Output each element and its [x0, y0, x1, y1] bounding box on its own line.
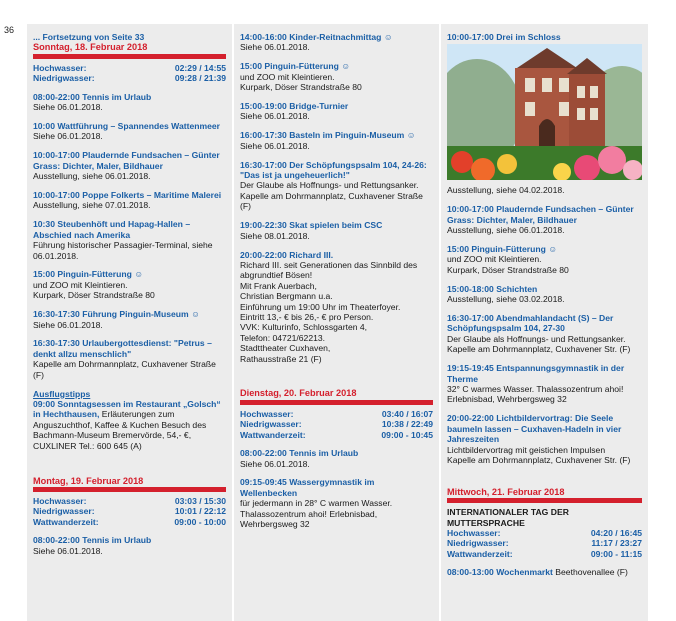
tide-row: Hochwasser: 02:29 / 14:55 — [33, 62, 226, 73]
tide-row: Niedrigwasser: 09:28 / 21:39 — [33, 73, 226, 84]
column-right — [441, 24, 648, 621]
day-header-monday: Montag, 19. Februar 2018 — [33, 475, 144, 486]
tide-row: Niedrigwasser: 11:17 / 23:27 — [447, 538, 642, 549]
event-item: 10:00 Wattführung – Spannendes Wattenmeer Siehe 06.01.2018. — [33, 120, 221, 142]
special-day-note: INTERNATIONALER TAG DER MUTTERSPRACHE — [447, 507, 569, 528]
tide-row: Hochwasser: 04:20 / 16:45 — [447, 528, 642, 539]
photo-event-title: 10:00-17:00 Drei im Schloss — [447, 32, 561, 42]
page-number: 36 — [4, 25, 15, 35]
event-item: 19:00-22:30 Skat spielen beim CSC Siehe 08.01.2018. — [240, 220, 383, 241]
spacer — [447, 474, 642, 487]
photo-caption: Ausstellung, siehe 04.02.2018. — [447, 185, 565, 196]
event-item: 08:00-22:00 Tennis im Urlaub Siehe 06.01.2018. — [33, 535, 152, 556]
event-item: 10:00-17:00 Poppe Folkerts – Maritime Malerei Ausstellung, siehe 07.01.2018. — [33, 189, 222, 211]
tide-row: Hochwasser: 03:40 / 16:07 — [240, 408, 433, 419]
event-item: 15:00-19:00 Bridge-Turnier Siehe 06.01.2018. — [240, 101, 349, 122]
event-item: 15:00-18:00 Schichten Ausstellung, siehe 03.02.2018. — [447, 283, 565, 305]
event-item: 10:00-17:00 Plaudernde Fundsachen – Günter Grass: Dichter, Maler, Bildhauer Ausstellung, siehe 06.01.2018. — [447, 204, 634, 236]
column-middle — [234, 24, 439, 621]
event-item: 08:00-22:00 Tennis im Urlaub Siehe 06.01.2018. — [33, 91, 152, 113]
spacer — [240, 372, 433, 388]
column-left — [27, 24, 232, 621]
tide-table — [447, 528, 642, 559]
excursion-tips — [33, 389, 226, 451]
event-item: 10:30 Steubenhöft und Hapag-Hallen – Abschied nach Amerika Führung historischer Passagier-Terminal, siehe 06.01.2018. — [33, 219, 213, 261]
excursion-title: Ausflugstipps — [33, 388, 91, 399]
continued-note: ... Fortsetzung von Seite 33 — [33, 32, 145, 42]
day-header-tuesday: Dienstag, 20. Februar 2018 — [240, 388, 357, 399]
event-item: 10:00-17:00 Plaudernde Fundsachen – Günter Grass: Dichter, Maler, Bildhauer Ausstellung, siehe 06.01.2018. — [33, 150, 220, 182]
event-item: 19:15-19:45 Entspannungsgymnastik in der Therme 32° C warmes Wasser. Thalassozentrum ahoi! Erlebnisbad, Wehrbergsweg 32 — [447, 363, 625, 405]
event-item: 20:00-22:00 Lichtbildervortrag: Die Seele baumeln lassen – Cuxhaven-Hadeln in vier Jahreszeiten Lichtbildervortrag mit geistichen Impulsen Kapelle am Dohrmannplatz, Cuxhavener Str. (F) — [447, 413, 631, 465]
tide-row: Niedrigwasser: 10:01 / 22:12 — [33, 506, 226, 517]
event-item: 16:30-17:30 Führung Pinguin-Museum ☺ Siehe 06.01.2018. — [33, 309, 200, 330]
event-item: 16:30-17:00 Abendmahlandacht (S) – Der Schöpfungspsalm 104, 27-30 Der Glaube als Hoffnungs- und Rettungsanker. Kapelle am Dohrmannplatz, Cuxhavener Str. (F) — [447, 313, 631, 355]
event-item: 20:00-22:00 Richard III. Richard III. seit Generationen das Sinnbild des abgrundtief Bösen! Mit Frank Auerbach, Christian Bergmann u.a. Einführung um 19:00 Uhr im Theaterfoyer. Eintritt 13,- € bis 26,- € pro Person. VVK: Kulturinfo, Schlossgarten 4, Telefon: 04721/62213. Stadttheater Cuxhaven, Rathausstraße 21 (F) — [240, 249, 418, 364]
tide-table — [33, 63, 226, 84]
castle-illustration — [447, 44, 642, 180]
castle-photo — [447, 44, 642, 180]
event-item: 16:30-17:30 Urlaubergottesdienst: "Petrus – denkt allzu menschlich" Kapelle am Dohrmannplatz, Cuxhavener Straße (F) — [33, 338, 216, 380]
spacer — [33, 460, 226, 476]
excursion-body: Erläuterungen zum Anguszuchthof, Kaffee & Kuchen Besuch des Bachmann-Museum Bremervörde, 54,- €, CUXLINER Tel.: 600 645 (A) — [33, 409, 207, 451]
day-header-wednesday: Mittwoch, 21. Februar 2018 — [447, 486, 565, 497]
tide-row: Wattwanderzeit: 09:00 - 10:45 — [240, 429, 433, 440]
event-item: 14:00-16:00 Kinder-Reitnachmittag ☺ Siehe 06.01.2018. — [240, 32, 393, 53]
event-item: 15:00 Pinguin-Fütterung ☺ und ZOO mit Kleintieren. Kurpark, Döser Strandstraße 80 — [240, 61, 362, 93]
event-item: 09:15-09:45 Wassergymnastik im Wellenbecken für jedermann in 28° C warmen Wasser. Thalassozentrum ahoi! Erlebnisbad, Wehrbergsweg 32 — [240, 477, 393, 530]
tide-row: Wattwanderzeit: 09:00 - 11:15 — [447, 548, 642, 559]
tide-row: Niedrigwasser: 10:38 / 22:49 — [240, 419, 433, 430]
tide-table — [33, 496, 226, 527]
excursion-lead: 09:00 Sonntagsessen im Restaurant „Golsch“ in Hechthausen, — [33, 398, 221, 420]
tide-row: Wattwanderzeit: 09:00 - 10:00 — [33, 516, 226, 527]
tide-table — [240, 409, 433, 440]
red-divider — [33, 54, 226, 59]
event-item: 16:30-17:00 Der Schöpfungspsalm 104, 24-26: "Das ist ja ungeheuerlich!" Der Glaube als Hoffnungs- und Rettungsanker. Kapelle am Dohrmannplatz, Cuxhavener Straße (F) — [240, 159, 427, 212]
event-item: 15:00 Pinguin-Fütterung ☺ und ZOO mit Kleintieren. Kurpark, Döser Strandstraße 80 — [447, 244, 569, 275]
tide-row: Hochwasser: 03:03 / 15:30 — [33, 495, 226, 506]
event-item: 16:00-17:30 Basteln im Pinguin-Museum ☺ Siehe 06.01.2018. — [240, 130, 416, 151]
event-item: 08:00-13:00 Wochenmarkt Beethovenallee (F) — [447, 567, 628, 578]
red-divider — [33, 487, 226, 492]
red-divider — [240, 400, 433, 405]
red-divider — [447, 498, 642, 503]
event-item: 15:00 Pinguin-Fütterung ☺ und ZOO mit Kleintieren. Kurpark, Döser Strandstraße 80 — [33, 269, 155, 301]
event-item: 08:00-22:00 Tennis im Urlaub Siehe 06.01.2018. — [240, 448, 359, 469]
day-header-sunday: Sonntag, 18. Februar 2018 — [33, 42, 148, 53]
